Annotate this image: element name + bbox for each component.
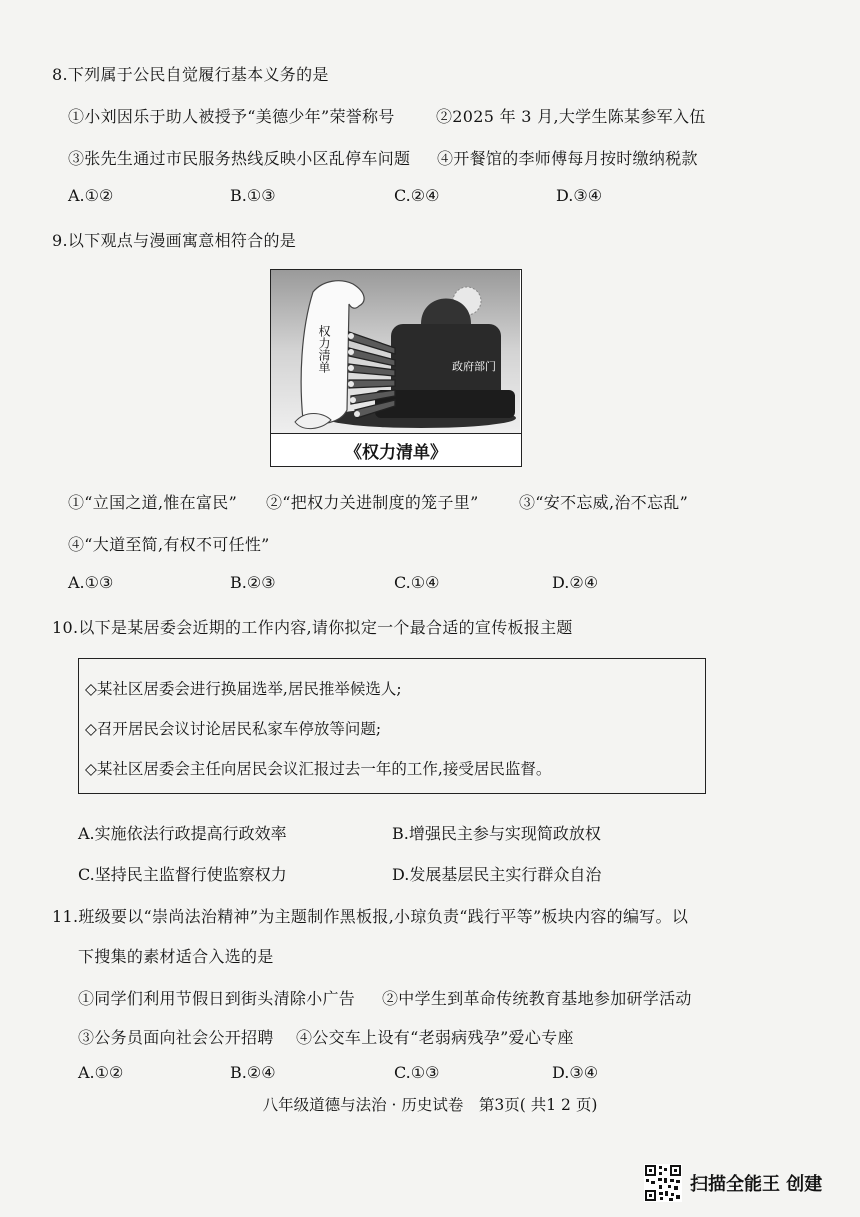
- q8-item-1: ①小刘因乐于助人被授予“美德少年”荣誉称号: [68, 107, 395, 126]
- q11-option-d: D.③④: [552, 1063, 599, 1082]
- q8-item-2: ②2025 年 3 月,大学生陈某参军入伍: [436, 107, 706, 126]
- q8-option-b: B.①③: [230, 186, 276, 205]
- q9-item-2: ②“把权力关进制度的笼子里”: [266, 493, 479, 512]
- cartoon-power-list: [270, 269, 522, 467]
- q9-item-3: ③“安不忘威,治不忘乱”: [519, 493, 689, 512]
- qr-code-icon: [644, 1164, 682, 1202]
- q9-stem: 9.以下观点与漫画寓意相符合的是: [52, 231, 297, 250]
- q8-item-4: ④开餐馆的李师傅每月按时缴纳税款: [437, 149, 698, 168]
- q9-option-a: A.①③: [68, 573, 114, 592]
- q9-option-c: C.①④: [394, 573, 440, 592]
- q11-stem-line-2: 下搜集的素材适合入选的是: [78, 947, 274, 966]
- q11-item-3: ③公务员面向社会公开招聘: [78, 1028, 274, 1047]
- q8-item-3: ③张先生通过市民服务热线反映小区乱停车问题: [68, 149, 411, 168]
- q8-option-d: D.③④: [556, 186, 603, 205]
- q10-stem: 10.以下是某居委会近期的工作内容,请你拟定一个最合适的宣传板报主题: [52, 618, 573, 637]
- q11-option-b: B.②④: [230, 1063, 276, 1082]
- scroll-label: 权力清单: [317, 325, 331, 373]
- q11-option-c: C.①③: [394, 1063, 440, 1082]
- q8-option-a: A.①②: [68, 186, 114, 205]
- q10-option-c: C.坚持民主监督行使监察权力: [78, 865, 287, 884]
- q11-option-a: A.①②: [78, 1063, 124, 1082]
- cartoon-caption: [271, 433, 521, 466]
- q11-item-1: ①同学们利用节假日到街头清除小广告: [78, 989, 356, 1008]
- q11-item-2: ②中学生到革命传统教育基地参加研学活动: [382, 989, 692, 1008]
- q9-option-b: B.②③: [230, 573, 276, 592]
- scanner-brand-text: 扫描全能王 创建: [690, 1174, 823, 1195]
- q9-item-1: ①“立国之道,惟在富民”: [68, 493, 238, 512]
- q9-item-4: ④“大道至简,有权不可任性”: [68, 535, 270, 554]
- q8-stem: 8.下列属于公民自觉履行基本义务的是: [52, 65, 329, 84]
- q11-stem-line-1: 11.班级要以“崇尚法治精神”为主题制作黑板报,小琼负责“践行平等”板块内容的编写。以: [52, 907, 689, 926]
- q10-box-item-1: ◇某社区居委会进行换届选举,居民推举候选人;: [85, 680, 402, 698]
- cartoon-illustration: [271, 270, 520, 434]
- stamp-label: 政府部门: [452, 360, 496, 373]
- q8-option-c: C.②④: [394, 186, 440, 205]
- page-footer: 八年级道德与法治 · 历史试卷 第3页( 共1 2 页): [262, 1096, 598, 1114]
- scanner-watermark: [644, 1164, 822, 1202]
- q10-box-item-2: ◇召开居民会议讨论居民私家车停放等问题;: [85, 720, 382, 738]
- q9-option-d: D.②④: [552, 573, 599, 592]
- q10-option-a: A.实施依法行政提高行政效率: [78, 824, 287, 843]
- q10-work-box: [78, 658, 706, 794]
- q10-box-item-3: ◇某社区居委会主任向居民会议汇报过去一年的工作,接受居民监督。: [85, 760, 552, 778]
- q11-item-4: ④公交车上设有“老弱病残孕”爱心专座: [296, 1028, 574, 1047]
- q10-option-d: D.发展基层民主实行群众自治: [392, 865, 602, 884]
- cartoon-caption-text: 《权力清单》: [345, 442, 447, 463]
- q10-option-b: B.增强民主参与实现简政放权: [392, 824, 601, 843]
